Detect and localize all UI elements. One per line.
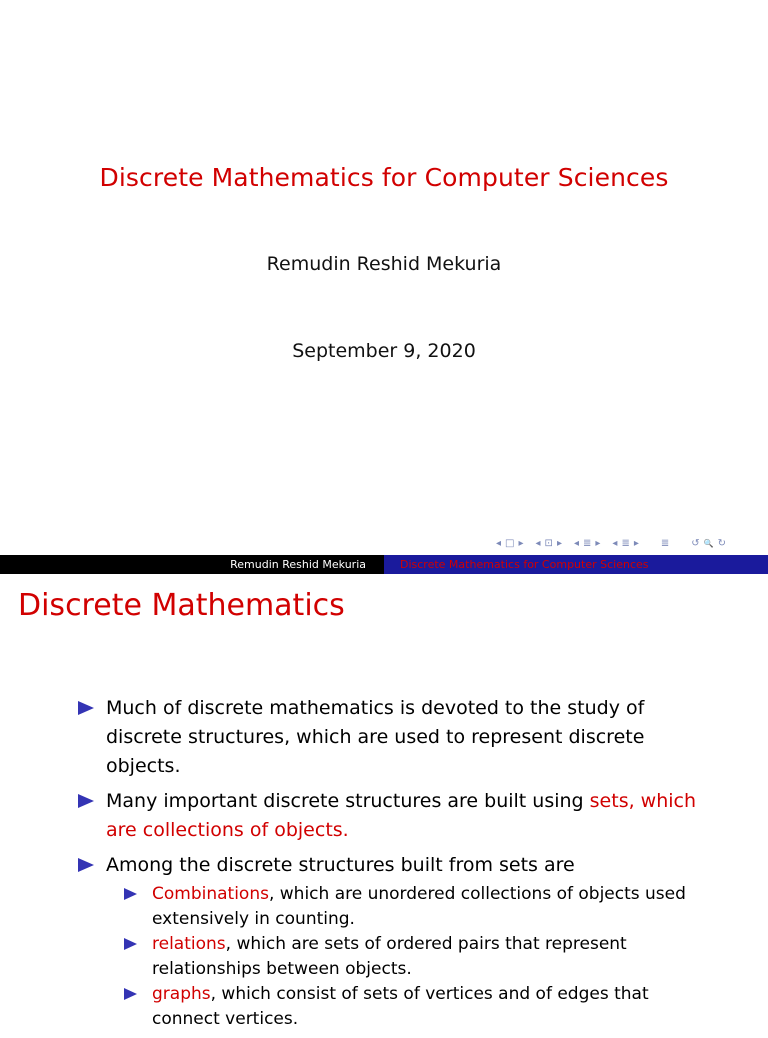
sub-bullet-text: , which consist of sets of vertices and of edges that connect vertices.	[152, 984, 649, 1029]
nav-prev-frame-icon[interactable]: ◂	[496, 537, 502, 549]
bullet-triangle-icon	[78, 794, 94, 808]
nav-next-frame-icon[interactable]: ▸	[518, 537, 524, 549]
list-item	[78, 932, 718, 982]
author-name: Remudin Reshid Mekuria	[266, 253, 502, 275]
sub-bullet-list	[78, 882, 718, 1032]
nav-next-doc-icon[interactable]: ▸	[633, 537, 639, 549]
nav-forward-icon[interactable]: ↻	[717, 537, 727, 549]
nav-next-subsection-icon[interactable]: ▸	[556, 537, 562, 549]
list-item	[78, 787, 718, 845]
bullet-list	[78, 694, 718, 1038]
highlighted-text: graphs	[152, 984, 211, 1004]
presentation-title: Discrete Mathematics for Computer Sciences	[99, 163, 669, 192]
nav-prev-doc-icon[interactable]: ◂	[612, 537, 618, 549]
frame-title: Discrete Mathematics	[18, 588, 345, 623]
highlighted-text: relations	[152, 934, 226, 954]
nav-doc-icon[interactable]: ≣	[621, 537, 630, 549]
nav-search-icon[interactable]: 🔍	[703, 538, 714, 548]
presentation-date: September 9, 2020	[292, 340, 476, 362]
bullet-text: Many important discrete structures are built using	[106, 790, 590, 812]
nav-next-section-icon[interactable]: ▸	[595, 537, 601, 549]
nav-prev-subsection-icon[interactable]: ◂	[535, 537, 541, 549]
nav-prev-section-icon[interactable]: ◂	[573, 537, 579, 549]
list-item	[78, 694, 718, 781]
bullet-triangle-icon	[124, 938, 137, 950]
highlighted-text: sets, which are collections of objects.	[106, 790, 697, 841]
bullet-triangle-icon	[78, 858, 94, 872]
sub-bullet-text: , which are unordered collections of objects used extensively in counting.	[152, 884, 686, 929]
bullet-triangle-icon	[78, 701, 94, 715]
nav-subsection-icon[interactable]: ⊡	[544, 537, 553, 549]
content-slide	[0, 574, 768, 1029]
bullet-triangle-icon	[124, 888, 137, 900]
footer-author: Remudin Reshid Mekuria	[0, 555, 384, 574]
nav-frame-icon[interactable]: □	[505, 537, 515, 549]
bullet-text: Much of discrete mathematics is devoted to the study of discrete structures, which are used to represent discrete objects.	[106, 697, 645, 777]
highlighted-text: Combinations	[152, 884, 269, 904]
beamer-navigation-bar	[496, 536, 764, 550]
slide-footer	[0, 555, 768, 574]
list-item	[78, 982, 718, 1032]
list-item	[78, 851, 718, 1032]
nav-back-icon[interactable]: ↺	[691, 537, 700, 549]
bullet-triangle-icon	[124, 988, 137, 1000]
list-item	[78, 882, 718, 932]
sub-bullet-text: , which are sets of ordered pairs that represent relationships between objects.	[152, 934, 627, 979]
footer-title: Discrete Mathematics for Computer Sciences	[384, 555, 768, 574]
bullet-text: Among the discrete structures built from sets are	[106, 854, 575, 876]
nav-section-icon[interactable]: ≣	[583, 537, 592, 549]
nav-toc-icon[interactable]: ≣	[660, 537, 670, 549]
